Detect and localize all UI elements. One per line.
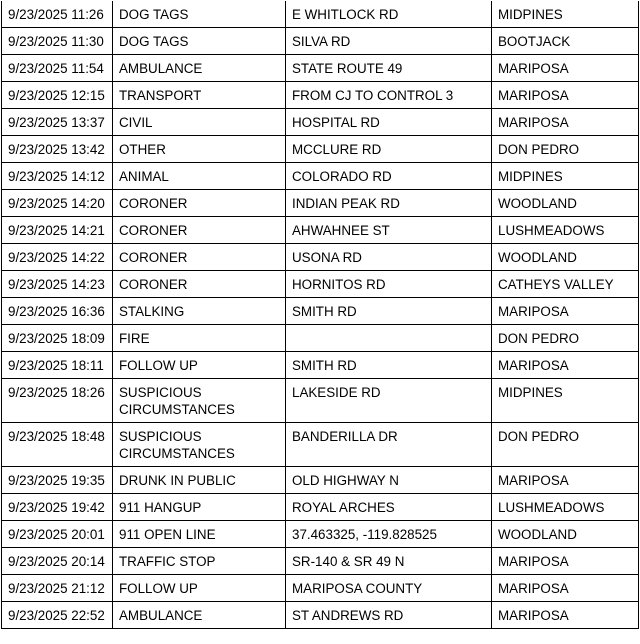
cell-location: INDIAN PEAK RD [286, 190, 492, 217]
cell-location [286, 325, 492, 352]
cell-location: AHWAHNEE ST [286, 217, 492, 244]
table-row [2, 352, 639, 379]
table-row [2, 190, 639, 217]
cell-call-type: DOG TAGS [113, 28, 286, 55]
cell-call-type: 911 HANGUP [113, 494, 286, 521]
table-row [2, 217, 639, 244]
cell-call-type: FOLLOW UP [113, 352, 286, 379]
table-row [2, 271, 639, 298]
cell-call-type: 911 OPEN LINE [113, 521, 286, 548]
cell-area: MIDPINES [492, 1, 639, 28]
cell-datetime: 9/23/2025 14:20 [2, 190, 113, 217]
cell-datetime: 9/23/2025 11:30 [2, 28, 113, 55]
cell-area: MARIPOSA [492, 467, 639, 494]
cell-location: HORNITOS RD [286, 271, 492, 298]
cell-area: MIDPINES [492, 379, 639, 423]
cell-call-type: TRAFFIC STOP [113, 548, 286, 575]
cell-datetime: 9/23/2025 18:48 [2, 423, 113, 467]
cell-area: MARIPOSA [492, 548, 639, 575]
cell-location: OLD HIGHWAY N [286, 467, 492, 494]
cell-call-type: CORONER [113, 271, 286, 298]
cell-location: SMITH RD [286, 298, 492, 325]
cell-call-type: FOLLOW UP [113, 575, 286, 602]
table-row [2, 244, 639, 271]
cell-datetime: 9/23/2025 13:37 [2, 109, 113, 136]
cell-area: LUSHMEADOWS [492, 494, 639, 521]
cell-area: LUSHMEADOWS [492, 217, 639, 244]
cell-location: MCCLURE RD [286, 136, 492, 163]
table-row [2, 423, 639, 467]
table-row [2, 28, 639, 55]
cell-datetime: 9/23/2025 19:35 [2, 467, 113, 494]
cell-call-type: AMBULANCE [113, 602, 286, 629]
cell-location: LAKESIDE RD [286, 379, 492, 423]
cell-datetime: 9/23/2025 20:14 [2, 548, 113, 575]
cell-datetime: 9/23/2025 18:11 [2, 352, 113, 379]
cell-location: MARIPOSA COUNTY [286, 575, 492, 602]
cell-call-type: SUSPICIOUS CIRCUMSTANCES [113, 379, 286, 423]
cell-datetime: 9/23/2025 19:42 [2, 494, 113, 521]
cell-location: 37.463325, -119.828525 [286, 521, 492, 548]
cell-location: STATE ROUTE 49 [286, 55, 492, 82]
cell-area: WOODLAND [492, 190, 639, 217]
cell-datetime: 9/23/2025 14:21 [2, 217, 113, 244]
cell-call-type: CORONER [113, 244, 286, 271]
cell-call-type: SUSPICIOUS CIRCUMSTANCES [113, 423, 286, 467]
cell-area: MARIPOSA [492, 82, 639, 109]
cell-area: MIDPINES [492, 163, 639, 190]
cell-area: MARIPOSA [492, 298, 639, 325]
cell-location: SILVA RD [286, 28, 492, 55]
table-row [2, 298, 639, 325]
cell-call-type: ANIMAL [113, 163, 286, 190]
table-row [2, 575, 639, 602]
table-row [2, 109, 639, 136]
table-row [2, 467, 639, 494]
cell-location: ROYAL ARCHES [286, 494, 492, 521]
table-row [2, 494, 639, 521]
table-row [2, 325, 639, 352]
cell-call-type: CORONER [113, 217, 286, 244]
cell-area: DON PEDRO [492, 423, 639, 467]
cell-call-type: CIVIL [113, 109, 286, 136]
cell-call-type: AMBULANCE [113, 55, 286, 82]
cell-location: FROM CJ TO CONTROL 3 [286, 82, 492, 109]
cell-datetime: 9/23/2025 11:26 [2, 1, 113, 28]
cell-datetime: 9/23/2025 20:01 [2, 521, 113, 548]
cell-area: BOOTJACK [492, 28, 639, 55]
cell-datetime: 9/23/2025 14:12 [2, 163, 113, 190]
cell-datetime: 9/23/2025 14:23 [2, 271, 113, 298]
cell-datetime: 9/23/2025 21:12 [2, 575, 113, 602]
cell-location: BANDERILLA DR [286, 423, 492, 467]
cell-call-type: CORONER [113, 190, 286, 217]
cell-area: CATHEYS VALLEY [492, 271, 639, 298]
cell-location: HOSPITAL RD [286, 109, 492, 136]
cell-datetime: 9/23/2025 18:26 [2, 379, 113, 423]
cell-area: WOODLAND [492, 244, 639, 271]
cell-location: SR-140 & SR 49 N [286, 548, 492, 575]
table-row [2, 136, 639, 163]
table-row [2, 548, 639, 575]
cell-call-type: TRANSPORT [113, 82, 286, 109]
cell-area: DON PEDRO [492, 325, 639, 352]
cell-area: WOODLAND [492, 521, 639, 548]
cell-datetime: 9/23/2025 22:52 [2, 602, 113, 629]
cell-datetime: 9/23/2025 13:42 [2, 136, 113, 163]
table-row [2, 379, 639, 423]
cell-area: MARIPOSA [492, 55, 639, 82]
cell-location: COLORADO RD [286, 163, 492, 190]
cell-area: MARIPOSA [492, 352, 639, 379]
table-row [2, 55, 639, 82]
table-row [2, 163, 639, 190]
table-row [2, 1, 639, 28]
cell-location: E WHITLOCK RD [286, 1, 492, 28]
cell-datetime: 9/23/2025 18:09 [2, 325, 113, 352]
table-row [2, 521, 639, 548]
cell-location: ST ANDREWS RD [286, 602, 492, 629]
cell-datetime: 9/23/2025 16:36 [2, 298, 113, 325]
cell-call-type: OTHER [113, 136, 286, 163]
cell-call-type: STALKING [113, 298, 286, 325]
cell-call-type: DRUNK IN PUBLIC [113, 467, 286, 494]
cell-location: USONA RD [286, 244, 492, 271]
cell-datetime: 9/23/2025 11:54 [2, 55, 113, 82]
cell-area: MARIPOSA [492, 602, 639, 629]
cell-call-type: DOG TAGS [113, 1, 286, 28]
cell-location: SMITH RD [286, 352, 492, 379]
cell-area: MARIPOSA [492, 109, 639, 136]
cell-datetime: 9/23/2025 12:15 [2, 82, 113, 109]
cell-datetime: 9/23/2025 14:22 [2, 244, 113, 271]
call-log-table [1, 1, 639, 629]
table-row [2, 602, 639, 629]
cell-area: MARIPOSA [492, 575, 639, 602]
table-row [2, 82, 639, 109]
cell-area: DON PEDRO [492, 136, 639, 163]
cell-call-type: FIRE [113, 325, 286, 352]
